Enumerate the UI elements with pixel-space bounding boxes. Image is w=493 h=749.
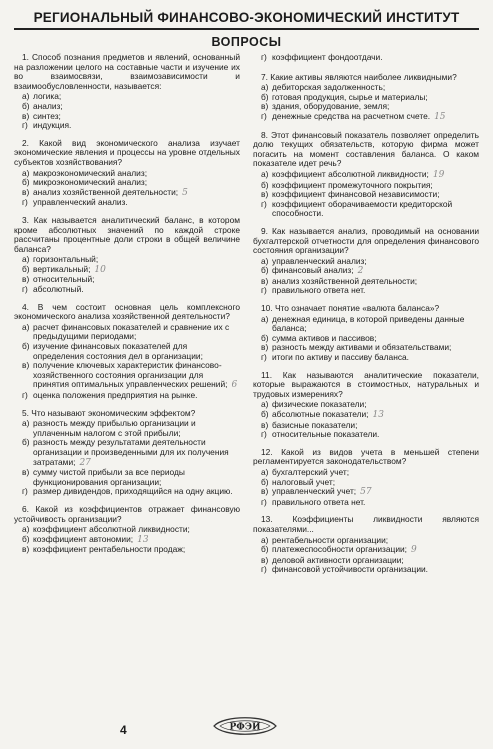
option-marker: б) [261,476,269,487]
option-marker: а) [22,254,30,265]
question-text: 6. Какой из коэффициентов отражает финансовую устойчивость организации? [14,503,240,524]
option-text: управленческий учет; [272,486,357,497]
question-block [14,505,240,555]
option-marker: б) [22,177,30,188]
option-text: анализ хозяйственной деятельности; [33,186,179,197]
option-text: вертикальный; [33,263,91,274]
question-text: 5. Что называют экономическим эффектом? [22,407,196,418]
question-text: 8. Этот финансовый показатель позволяет определить долю текущих обязательств, которую фирма может погасить на момент составления баланса. О каком показателе идет речь? [253,129,479,169]
option-marker: б) [261,265,269,276]
question-text: 11. Как называются аналитические показатели, которые выражаются в стоимостных, натуральных и трудовых измерениях? [253,369,479,399]
option-marker: а) [22,321,30,332]
option-text: получение ключевых характеристик финансово-хозяйственного состояния организации для принятия оптимальных управленческих решений; [33,360,228,390]
option-text: относительные показатели. [272,429,380,440]
answer-option [261,565,479,575]
option-text: индукция. [33,120,72,131]
option-marker: г) [261,496,267,507]
option-text: разность между результатами деятельности организации и произведенными для их получения затратами; [33,437,229,467]
answer-option [22,487,240,497]
option-marker: в) [261,342,269,353]
answer-option [22,361,240,391]
left-column [14,53,240,583]
question-text: 10. Что означает понятие «валюта баланса»? [261,303,440,314]
option-text: коэффициент рентабельности продаж; [33,544,186,555]
questions-columns [14,53,479,583]
option-text: правильного ответа нет. [272,496,366,507]
option-marker: а) [261,82,269,93]
logo-text: РФЭИ [229,722,261,733]
option-marker: в) [22,544,30,555]
answer-option [22,391,240,401]
right-column [253,53,479,583]
option-marker: а) [22,91,30,102]
option-text: размер дивидендов, приходящийся на одну акцию. [33,486,233,497]
question-text: 2. Какой вид экономического анализа изучает экономические явления и процессы на уровне отдельных субъектов хозяйствования? [14,137,240,167]
option-text: управленческий анализ; [272,255,367,266]
question-text: 9. Как называется анализ, проводимый на основании бухгалтерской отчетности для определения финансового состояния организации? [253,225,479,256]
option-marker: г) [22,284,28,295]
answer-option [22,419,240,438]
question-block [14,409,240,497]
question-block [253,371,479,440]
option-marker: г) [261,110,267,121]
handwritten-note: 5 [182,187,188,198]
option-marker: а) [261,255,269,266]
question-text: 13. Коэффициенты ликвидности являются показателями... [253,514,479,534]
option-marker: в) [261,275,269,286]
answer-options [14,323,240,401]
institute-header: РЕГИОНАЛЬНЫЙ ФИНАНСОВО-ЭКОНОМИЧЕСКИЙ ИНСТИТУТ [14,8,479,30]
answer-options [14,169,240,208]
option-text: макроэкономический анализ; [33,167,148,178]
option-marker: г) [261,52,267,62]
answer-options [14,255,240,294]
option-marker: б) [22,263,30,274]
option-marker: в) [261,189,269,200]
option-text: готовая продукция, сырье и материалы; [272,91,428,102]
answer-options [253,536,479,575]
option-marker: а) [261,466,269,477]
option-marker: в) [22,110,30,121]
option-marker: б) [22,437,30,448]
option-text: коэффициент финансовой независимости; [272,189,440,200]
answer-option [22,323,240,342]
page-footer [0,709,493,743]
option-text: бухгалтерский учет; [272,466,350,477]
option-marker: в) [22,186,30,197]
option-text: финансовой устойчивости организации. [272,564,428,575]
option-text: денежная единица, в которой приведены данные баланса; [272,313,465,334]
handwritten-note: 13 [372,410,384,420]
option-marker: а) [261,534,269,545]
handwritten-note: 15 [434,111,446,122]
answer-option [22,285,240,295]
handwritten-note: 27 [79,457,91,468]
option-text: абсолютные показатели; [272,409,369,419]
option-marker: г) [22,390,28,400]
option-marker: в) [261,419,269,430]
answer-options [253,400,479,439]
option-text: анализ; [33,100,63,111]
option-text: анализ хозяйственной деятельности; [272,275,418,286]
answer-option [261,286,479,296]
option-marker: г) [22,197,28,208]
question-block [253,227,479,296]
option-text: управленческий анализ. [33,197,128,208]
option-marker: в) [22,274,30,285]
option-text: коэффициент абсолютной ликвидности; [272,168,429,179]
option-marker: в) [261,101,269,112]
option-text: разность между активами и обязательствами; [272,342,452,353]
page-number: 4 [120,723,127,737]
option-marker: г) [261,352,267,363]
option-text: коэффициент автономии; [33,533,134,544]
handwritten-note: 2 [357,266,364,277]
option-text: оценка положения предприятия на рынке. [33,390,198,400]
option-marker: б) [22,533,30,544]
answer-option [22,468,240,487]
option-marker: в) [22,360,30,371]
option-text: разность между прибылью организации и уплаченным налогом с этой прибыли; [33,418,196,438]
answer-option [261,53,479,63]
option-text: логика; [33,91,62,102]
answer-options [14,92,240,130]
option-marker: б) [261,409,269,419]
option-text: микроэкономический анализ; [33,177,148,188]
answer-options [253,170,479,219]
answer-option [261,430,479,440]
option-text: финансовый анализ; [272,265,354,276]
option-text: здания, оборудование, земля; [272,101,390,112]
answer-option [261,498,479,508]
answer-options [14,525,240,555]
section-title: ВОПРОСЫ [211,35,282,49]
option-text: правильного ответа нет. [272,285,366,296]
option-marker: а) [261,313,269,324]
option-text: итоги по активу и пассиву баланса. [272,352,410,363]
question-text: 3. Как называется аналитический баланс, в котором кроме абсолютных значений по каждой строке рассчитаны процентные доли строки в общей величине баланса? [14,214,240,254]
question-text: 4. В чем состоит основная цель комплексного экономического анализа хозяйственной деятельности? [14,301,240,322]
option-marker: б) [261,179,269,190]
question-text: 12. Какой из видов учета в меньшей степени регламентируется законодательством? [253,446,479,467]
handwritten-note: 13 [137,534,149,545]
option-marker: б) [261,91,269,102]
question-block [14,303,240,401]
option-marker: г) [261,429,267,440]
answer-option [261,200,479,219]
answer-option [22,342,240,361]
question-block [253,53,479,63]
option-marker: а) [22,524,30,535]
option-text: базисные показатели; [272,419,358,430]
option-text: коэффициент промежуточного покрытия; [272,179,433,190]
option-text: рентабельности организации; [272,534,389,545]
question-block [14,139,240,208]
option-text: дебиторская задолженность; [272,82,386,93]
answer-options [253,83,479,122]
option-text: налоговый учет; [272,476,336,487]
option-text: физические показатели; [272,399,367,410]
option-text: деловой активности организации; [272,554,404,565]
question-block [253,304,479,363]
option-text: абсолютный. [33,284,84,295]
option-text: коэффициент фондоотдачи. [272,52,383,62]
question-text: 1. Способ познания предметов и явлений, основанный на разложении целого на составные части и изучение их во взаимосвязи, взаимозависимости и взаимообусловленности, называется: [14,52,240,91]
option-marker: в) [261,554,269,565]
handwritten-note: 19 [432,169,445,180]
option-marker: б) [261,332,269,343]
question-block [14,216,240,295]
answer-option [22,438,240,468]
handwritten-note: 57 [360,487,372,498]
option-text: сумма активов и пассивов; [272,332,377,343]
question-block [253,448,479,508]
option-text: горизонтальный; [33,254,99,265]
handwritten-note: 9 [411,545,417,556]
answer-option [22,198,240,208]
option-marker: г) [261,285,267,296]
option-marker: г) [22,486,28,497]
question-block [253,73,479,123]
question-text: 7. Какие активы являются наиболее ликвидными? [261,71,457,82]
answer-options [253,53,479,63]
answer-option [261,315,479,334]
option-text: сумму чистой прибыли за все периоды функционирования организации; [33,467,185,487]
option-text: изучение финансовых показателей для определения состояния дел в организации; [33,341,203,361]
option-text: платежеспособности организации; [272,544,408,555]
institute-logo-icon [212,711,278,741]
option-text: синтез; [33,110,61,121]
question-block [14,53,240,131]
answer-options [253,468,479,507]
option-marker: а) [261,168,269,179]
question-block [253,131,479,219]
answer-option [22,545,240,555]
option-text: коэффициент абсолютной ликвидности; [33,524,190,535]
option-marker: а) [22,418,30,429]
answer-option [22,121,240,131]
option-text: денежные средства на расчетном счете. [272,110,431,121]
option-marker: б) [22,100,30,111]
handwritten-note: 10 [94,264,106,275]
option-marker: б) [261,544,269,555]
answer-options [253,315,479,363]
option-marker: б) [22,341,30,352]
answer-options [253,257,479,296]
option-text: расчет финансовых показателей и сравнение их с предыдущими периодами; [33,321,230,342]
answer-option [261,112,479,123]
handwritten-note: 6 [231,380,238,391]
option-text: коэффициент оборачиваемости кредиторской способности. [272,198,453,219]
option-marker: а) [261,399,269,410]
option-marker: г) [261,198,267,209]
option-marker: г) [261,564,267,575]
option-marker: а) [22,167,30,178]
answer-options [14,419,240,497]
option-marker: г) [22,120,28,131]
option-marker: в) [261,486,269,497]
question-block [253,515,479,575]
option-text: относительный; [33,274,95,285]
option-marker: в) [22,467,30,478]
answer-option [261,353,479,363]
